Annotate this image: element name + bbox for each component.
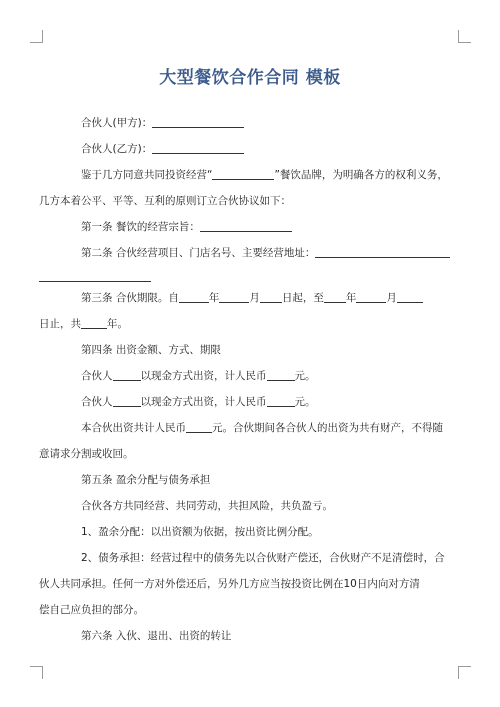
intro-line [60,165,448,185]
partner-b-blank [152,141,244,154]
brand-blank [212,167,274,180]
amount-blank-1 [267,368,295,381]
article-5: 第五条 盈余分配与债务承担 [81,474,211,486]
partner-label-1: 合伙人 [81,370,113,382]
article-4-partner-2 [60,392,440,412]
start-month-blank [219,290,249,303]
start-day-blank [260,290,282,303]
article-2-continuation [39,269,440,282]
amount-blank-2 [267,394,295,407]
contribution-text-1: 以现金方式出资，计人民币 [140,370,267,382]
yuan-label-1: 元。 [294,370,316,382]
partner-a-label: 合伙人(甲方)： [81,117,153,129]
month-label-2: 月 [386,292,397,304]
article-2-blank [315,245,450,258]
day-label-1: 日起，至 [281,292,324,304]
article-3-end-text: 日止，共 [39,318,81,330]
year-label-1: 年 [208,292,220,304]
article-6: 第六条 入伙、退出、出资的转让 [81,630,232,642]
intro-text-1: 鉴于几方同意共同投资经营“ [81,169,213,181]
month-label-1: 月 [249,292,260,304]
partner-name-blank-1 [113,368,141,381]
document-title: 大型餐饮合作合同 模板 [159,68,341,88]
article-3 [60,288,440,308]
contribution-text-2: 以现金方式出资，计人民币 [140,396,267,408]
year-label-2: 年 [345,292,357,304]
article-1 [60,217,440,237]
end-day-blank [397,290,423,303]
article-4-total [60,418,443,438]
end-month-blank [356,290,386,303]
year-label-3: 年。 [107,318,128,330]
partner-label-2: 合伙人 [81,396,113,408]
total-amount-blank [186,420,212,433]
article-4-partner-1 [60,366,440,386]
intro-line-2: 几方本着公平、平等、互利的原则订立合伙协议如下： [39,195,291,207]
article-4: 第四条 出资金额、方式、期限 [81,344,221,356]
article-4-total-continuation: 意请求分割或收回。 [39,448,134,460]
article-5-para-3-line-2: 伙人共同承担。任何一方对外偿还后，另外几方应当按投资比例在10日内向对方清 [39,578,420,590]
article-3-text: 第三条 合伙期限。自 [81,292,179,304]
partner-b-label: 合伙人(乙方)： [81,143,153,155]
total-text-2: 元。合伙期间各合伙人的出资为共有财产，不得随 [212,422,443,434]
crop-mark-top-left [30,30,43,43]
partner-a-blank [152,115,244,128]
crop-mark-bottom-right [458,666,471,679]
article-1-blank [200,219,292,232]
article-2 [60,243,440,263]
total-years-blank [81,316,107,329]
partner-a-line [60,113,440,133]
partner-b-line [60,139,440,159]
article-2-blank-line [39,269,151,282]
article-3-continuation [39,314,440,334]
partner-name-blank-2 [113,394,141,407]
article-5-para-3-line-1: 2、债务承担：经营过程中的债务先以合伙财产偿还，合伙财产不足清偿时，合 [81,552,445,564]
article-5-para-2: 1、盈余分配：以出资额为依据，按出资比例分配。 [81,526,319,538]
article-1-text: 第一条 餐饮的经营宗旨： [81,221,200,233]
intro-text-2: ”餐饮品牌，为明确各方的权利义务， [274,169,448,181]
end-year-blank [324,290,346,303]
crop-mark-top-right [458,30,471,43]
article-2-text: 第二条 合伙经营项目、门店名号、主要经营地址： [81,247,316,259]
total-text: 本合伙出资共计人民币 [81,422,186,434]
document-body [39,113,448,652]
article-5-para-3-line-3: 偿自己应负担的部分。 [39,604,144,616]
crop-mark-bottom-left [30,666,43,679]
article-5-para-1: 合伙各方共同经营、共同劳动，共担风险，共负盈亏。 [81,500,333,512]
yuan-label-2: 元。 [294,396,316,408]
start-year-blank [179,290,209,303]
